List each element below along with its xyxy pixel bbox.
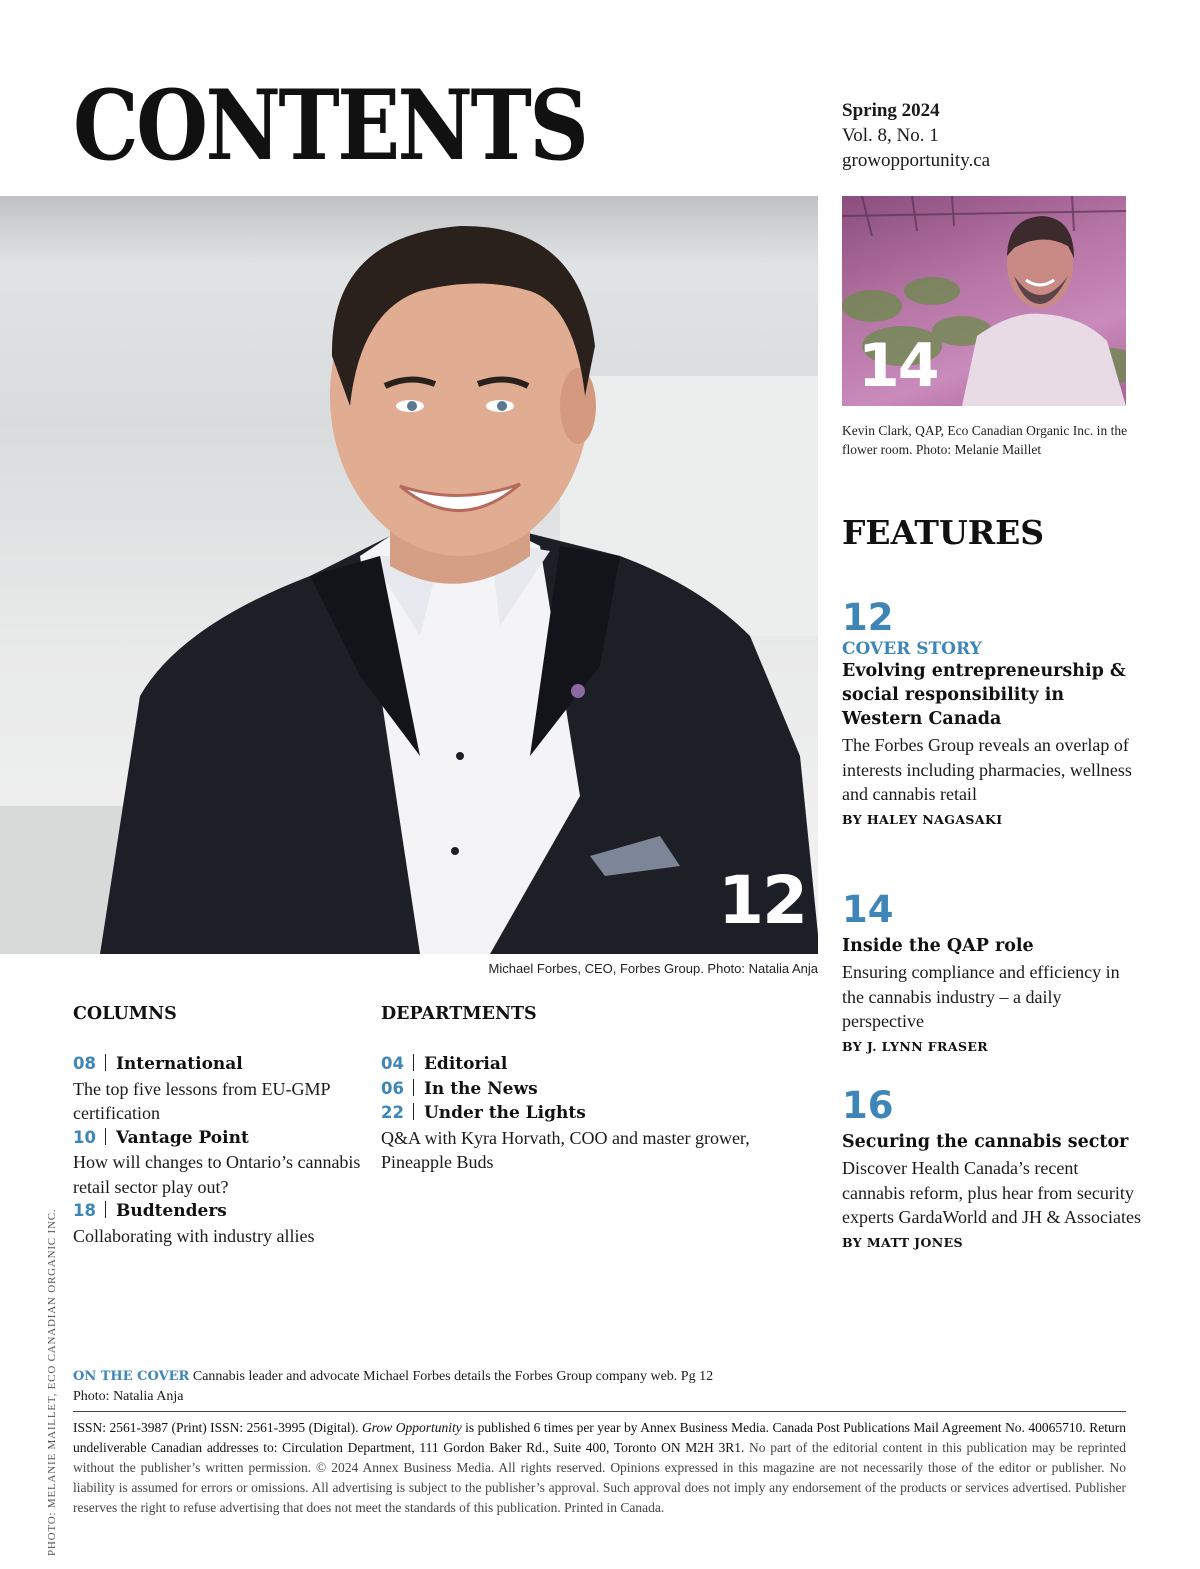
- list-item[interactable]: [381, 1077, 801, 1102]
- divider: [413, 1079, 414, 1096]
- divider: [105, 1054, 106, 1071]
- feature-page-number: 14: [842, 888, 894, 931]
- list-title[interactable]: Editorial: [423, 1054, 508, 1074]
- list-title[interactable]: International: [115, 1054, 243, 1074]
- feature-byline: BY J. LYNN FRASER: [842, 1038, 989, 1054]
- list-description: Q&A with Kyra Horvath, COO and master grower, Pineapple Buds: [381, 1127, 750, 1172]
- list-title[interactable]: Budtenders: [115, 1201, 227, 1221]
- list-page-number: 22: [381, 1103, 404, 1122]
- divider: [73, 1411, 1126, 1412]
- thumbnail-page-number: 14: [858, 331, 938, 401]
- list-title[interactable]: Vantage Point: [115, 1127, 249, 1148]
- feature-headline[interactable]: Inside the QAP role: [842, 936, 1034, 956]
- list-page-number: 10: [73, 1127, 96, 1147]
- list-title[interactable]: In the News: [423, 1078, 538, 1099]
- divider: [413, 1054, 414, 1071]
- departments-list: [381, 1052, 801, 1175]
- columns-heading: COLUMNS: [73, 1004, 177, 1024]
- list-description: How will changes to Ontario’s cannabis retail sector play out?: [73, 1152, 361, 1197]
- cover-photo[interactable]: [0, 196, 818, 954]
- list-description: Collaborating with industry allies: [73, 1225, 315, 1246]
- issue-info: [842, 98, 990, 173]
- list-page-number: 18: [73, 1201, 96, 1220]
- on-the-cover-label: ON THE COVER: [73, 1369, 190, 1384]
- departments-heading: DEPARTMENTS: [381, 1004, 537, 1024]
- divider: [413, 1103, 414, 1120]
- issue-season: Spring 2024: [842, 100, 940, 121]
- on-the-cover-photo-credit: Photo: Natalia Anja: [73, 1389, 184, 1404]
- feature-page-number: 16: [842, 1084, 894, 1127]
- feature-kicker: COVER STORY: [842, 639, 982, 659]
- on-the-cover-text: Cannabis leader and advocate Michael Forbes details the Forbes Group company web. Pg 12: [192, 1369, 714, 1384]
- columns-list: [73, 1052, 373, 1248]
- feature-dek: Ensuring compliance and efficiency in the cannabis industry – a daily perspective: [842, 962, 1120, 1031]
- feature-dek: Discover Health Canada’s recent cannabis reform, plus hear from security experts GardaWorld and JH & Associates: [842, 1158, 1141, 1227]
- feature-item[interactable]: [842, 596, 1142, 827]
- list-item[interactable]: [73, 1199, 373, 1224]
- page-title: CONTENTS: [73, 69, 587, 182]
- list-item[interactable]: [73, 1052, 373, 1077]
- side-photo-credit: PHOTO: MELANIE MAILLET, ECO CANADIAN ORGANIC INC.: [46, 1208, 58, 1556]
- feature-thumbnail[interactable]: [842, 196, 1126, 406]
- divider: [105, 1128, 106, 1145]
- feature-byline: BY MATT JONES: [842, 1234, 963, 1250]
- website-link[interactable]: growopportunity.ca: [842, 150, 991, 171]
- portrait-illustration: [60, 196, 818, 954]
- publication-fine-print: [73, 1418, 1126, 1518]
- publisher-text: is published 6 times per year by Annex Business Media. Canada Post Publications Mail Agreement No. 40065710. Return undeliverable Canadian addresses to: Circulation Department, 111 Gordon Baker Rd., Suite 400, Toronto ON M2H 3R1.: [73, 1420, 1126, 1455]
- cover-page-number: 12: [718, 862, 806, 939]
- feature-page-number: 12: [842, 596, 894, 639]
- feature-item[interactable]: [842, 888, 1142, 1054]
- list-item[interactable]: [73, 1126, 373, 1151]
- issn-text: ISSN: 2561-3987 (Print) ISSN: 2561-3995 (Digital).: [73, 1420, 362, 1435]
- feature-item[interactable]: [842, 1084, 1142, 1250]
- publication-name: Grow Opportunity: [361, 1420, 462, 1435]
- thumbnail-caption: Kevin Clark, QAP, Eco Canadian Organic Inc. in the flower room. Photo: Melanie Maillet: [842, 423, 1128, 457]
- list-page-number: 08: [73, 1054, 96, 1073]
- feature-dek: The Forbes Group reveals an overlap of interests including pharmacies, wellness and cannabis retail: [842, 735, 1132, 804]
- cover-photo-caption: Michael Forbes, CEO, Forbes Group. Photo: Natalia Anja: [488, 961, 818, 976]
- list-title[interactable]: Under the Lights: [423, 1103, 586, 1123]
- list-item[interactable]: [381, 1101, 801, 1126]
- feature-byline: BY HALEY NAGASAKI: [842, 811, 1003, 827]
- list-item[interactable]: [381, 1052, 801, 1077]
- list-description: The top five lessons from EU-GMP certification: [73, 1078, 330, 1123]
- on-the-cover: [73, 1367, 1133, 1407]
- feature-headline[interactable]: Securing the cannabis sector: [842, 1132, 1129, 1152]
- rights-text: No part of the editorial content in this publication may be reprinted without the publisher’s written permission. © 2024 Annex Business Media. All rights reserved. Opinions expressed in this magazine are not necessarily those of the editor or publisher. No liability is assumed for errors or omissions. All advertising is subject to the publisher’s approval. Such approval does not imply any endorsement of the products or services advertised. Publisher reserves the right to refuse advertising that does not meet the standards of this publication. Printed in Canada.: [73, 1440, 1126, 1515]
- list-page-number: 04: [381, 1054, 404, 1073]
- features-heading: FEATURES: [842, 513, 1045, 552]
- feature-headline[interactable]: Evolving entrepreneurship & social responsibility in Western Canada: [842, 661, 1126, 729]
- divider: [105, 1201, 106, 1218]
- list-page-number: 06: [381, 1078, 404, 1098]
- issue-volume: Vol. 8, No. 1: [842, 125, 939, 146]
